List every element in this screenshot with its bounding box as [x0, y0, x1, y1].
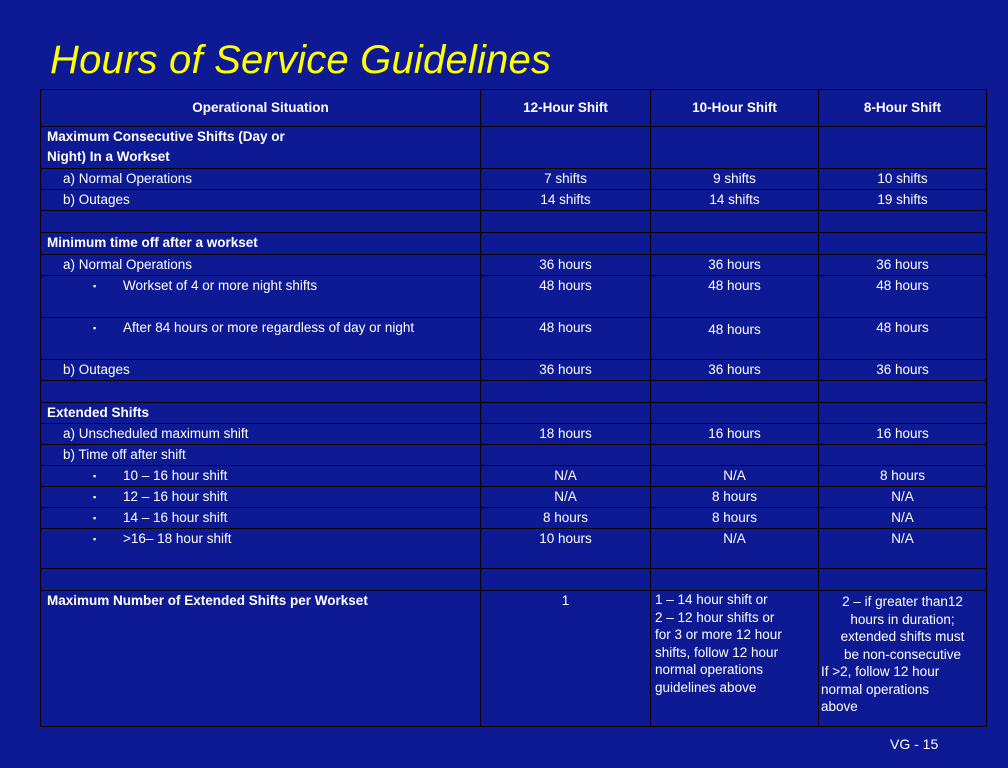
- cell-value: 48 hours: [651, 318, 819, 360]
- row-label: a) Normal Operations: [41, 255, 481, 276]
- table-row: [41, 403, 987, 424]
- cell-value: N/A: [819, 508, 987, 529]
- row-label: [41, 529, 481, 569]
- cell-line: 1 – 14 hour shift or: [655, 592, 768, 607]
- row-label: b) Time off after shift: [41, 445, 481, 466]
- bullet-icon: ▪: [93, 471, 97, 481]
- cell-value: 10 shifts: [819, 169, 987, 190]
- cell-line: above: [821, 699, 858, 714]
- cell-value: 16 hours: [819, 424, 987, 445]
- table-row: [41, 487, 987, 508]
- cell-value: 48 hours: [481, 276, 651, 318]
- cell-value: 48 hours: [651, 276, 819, 318]
- cell-value: 8 hours: [651, 508, 819, 529]
- column-header: Operational Situation: [41, 90, 481, 127]
- row-label-text: 14 – 16 hour shift: [123, 510, 228, 525]
- cell-value-multiline: [651, 591, 819, 727]
- cell-value: 9 shifts: [651, 169, 819, 190]
- cell-value: 36 hours: [481, 255, 651, 276]
- cell-line: hours in duration;: [850, 611, 955, 627]
- column-header: 8-Hour Shift: [819, 90, 987, 127]
- cell-value: 36 hours: [481, 360, 651, 381]
- cell-value: 8 hours: [481, 508, 651, 529]
- cell-value: 48 hours: [819, 318, 987, 360]
- section-heading: Minimum time off after a workset: [41, 233, 481, 255]
- cell-value: 48 hours: [819, 276, 987, 318]
- section-heading: [41, 127, 481, 169]
- spacer-row: [41, 381, 987, 403]
- table-row: [41, 127, 987, 169]
- cell-value: 1: [481, 591, 651, 727]
- row-label-text: Workset of 4 or more night shifts: [123, 278, 318, 293]
- column-header: 10-Hour Shift: [651, 90, 819, 127]
- table-row: [41, 591, 987, 727]
- table-row: [41, 169, 987, 190]
- cell-value: N/A: [651, 466, 819, 487]
- cell-value: 19 shifts: [819, 190, 987, 211]
- cell-value: N/A: [481, 466, 651, 487]
- cell-value: 36 hours: [651, 360, 819, 381]
- table-row: [41, 529, 987, 569]
- cell-line: If >2, follow 12 hour: [821, 664, 940, 679]
- row-label-text: 10 – 16 hour shift: [123, 468, 228, 483]
- cell-line: for 3 or more 12 hour: [655, 627, 782, 642]
- row-label: [41, 318, 481, 360]
- slide-number: VG - 15: [890, 736, 939, 752]
- section-heading-line: Night) In a Workset: [47, 149, 170, 164]
- bullet-icon: ▪: [93, 513, 97, 523]
- bullet-icon: ▪: [93, 323, 97, 333]
- section-heading: Extended Shifts: [41, 403, 481, 424]
- column-header: 12-Hour Shift: [481, 90, 651, 127]
- section-heading: Maximum Number of Extended Shifts per Workset: [41, 591, 481, 727]
- row-label: a) Normal Operations: [41, 169, 481, 190]
- cell-value: 10 hours: [481, 529, 651, 569]
- row-label-text: 12 – 16 hour shift: [123, 489, 228, 504]
- cell-line: be non-consecutive: [843, 646, 962, 662]
- table-row: [41, 233, 987, 255]
- row-label: a) Unscheduled maximum shift: [41, 424, 481, 445]
- cell-line: normal operations: [821, 681, 930, 697]
- cell-value: 7 shifts: [481, 169, 651, 190]
- spacer-row: [41, 569, 987, 591]
- row-label: [41, 487, 481, 508]
- cell-value: 18 hours: [481, 424, 651, 445]
- cell-value: 16 hours: [651, 424, 819, 445]
- cell-line: normal operations: [655, 662, 764, 677]
- row-label-text: >16– 18 hour shift: [123, 531, 232, 546]
- cell-value: 14 shifts: [481, 190, 651, 211]
- cell-value: 36 hours: [651, 255, 819, 276]
- bullet-icon: ▪: [93, 492, 97, 502]
- cell-value: 48 hours: [481, 318, 651, 360]
- cell-value: 36 hours: [819, 255, 987, 276]
- header-row: [41, 90, 987, 127]
- cell-value: 8 hours: [819, 466, 987, 487]
- row-label: [41, 466, 481, 487]
- row-label: b) Outages: [41, 190, 481, 211]
- row-label-text: After 84 hours or more regardless of day or night: [123, 320, 415, 335]
- section-heading-line: Maximum Consecutive Shifts (Day or: [47, 129, 285, 144]
- cell-value: 14 shifts: [651, 190, 819, 211]
- cell-line: guidelines above: [655, 679, 757, 695]
- table-row: [41, 360, 987, 381]
- table-row: [41, 508, 987, 529]
- hours-of-service-table: [40, 89, 987, 727]
- cell-line: extended shifts must: [840, 629, 965, 644]
- page-title: Hours of Service Guidelines: [50, 38, 552, 82]
- cell-line: 2 – 12 hour shifts or: [655, 609, 775, 625]
- table-row: [41, 276, 987, 318]
- table-row: [41, 445, 987, 466]
- table-row: [41, 466, 987, 487]
- cell-value: 36 hours: [819, 360, 987, 381]
- spacer-row: [41, 211, 987, 233]
- table-row: [41, 424, 987, 445]
- cell-value-multiline: [819, 591, 987, 727]
- cell-line: shifts, follow 12 hour: [655, 644, 779, 660]
- table-row: [41, 318, 987, 360]
- cell-value: N/A: [481, 487, 651, 508]
- cell-value: N/A: [819, 487, 987, 508]
- table-row: [41, 255, 987, 276]
- cell-value: 8 hours: [651, 487, 819, 508]
- bullet-icon: ▪: [93, 534, 97, 544]
- table-row: [41, 190, 987, 211]
- cell-line: 2 – if greater than12: [842, 594, 963, 609]
- cell-value: N/A: [651, 529, 819, 569]
- cell-value: N/A: [819, 529, 987, 569]
- row-label: [41, 508, 481, 529]
- row-label: [41, 276, 481, 318]
- bullet-icon: ▪: [93, 281, 97, 291]
- row-label: b) Outages: [41, 360, 481, 381]
